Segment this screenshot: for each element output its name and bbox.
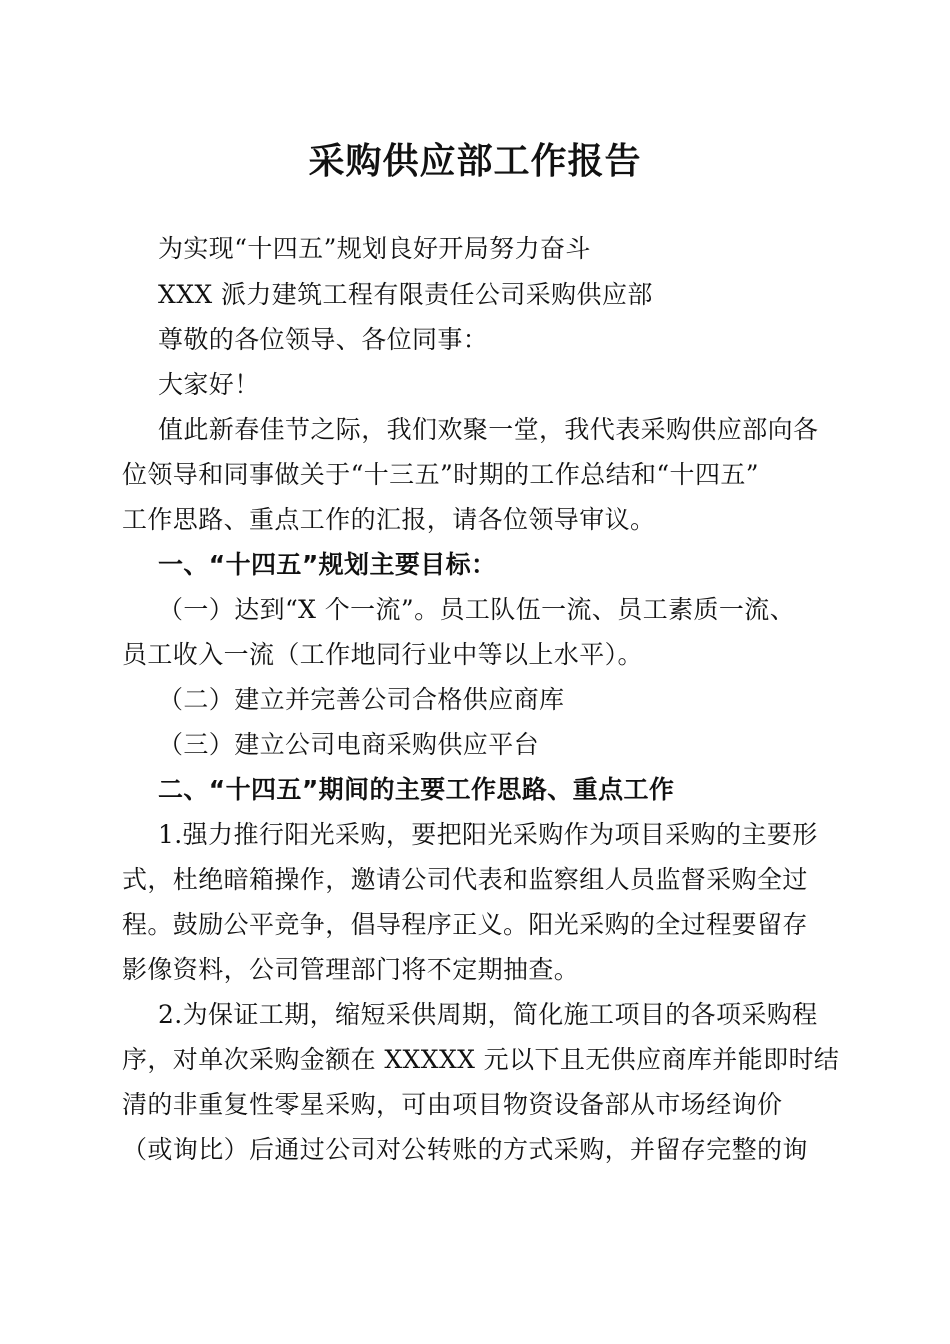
section-1-item-1-continued: 员工收入一流（工作地同行业中等以上水平）。 xyxy=(122,640,643,669)
section-2-point-1-line: 式，杜绝暗箱操作，邀请公司代表和监察组人员监督采购全过 xyxy=(122,865,808,894)
section-1-item-1: （一）达到“X 个一流”。员工队伍一流、员工素质一流、 xyxy=(158,595,796,624)
section-2-point-2-line: 序，对单次采购金额在 XXXXX 元以下且无供应商库并能即时结 xyxy=(122,1045,840,1074)
section-2-point-2-line: 2.为保证工期，缩短采供周期，简化施工项目的各项采购程 xyxy=(158,1000,818,1029)
section-2-point-1-line: 程。鼓励公平竞争，倡导程序正义。阳光采购的全过程要留存 xyxy=(122,910,808,939)
intro-line: 值此新春佳节之际，我们欢聚一堂，我代表采购供应部向各 xyxy=(158,415,819,444)
section-1-item-3: （三）建立公司电商采购供应平台 xyxy=(158,730,540,759)
intro-line: 位领导和同事做关于“十三五”时期的工作总结和“十四五” xyxy=(122,460,759,489)
section-1-heading: 一、“十四五”规划主要目标： xyxy=(158,550,497,579)
subtitle: 为实现“十四五”规划良好开局努力奋斗 xyxy=(158,234,591,263)
greeting: 大家好！ xyxy=(158,370,260,399)
section-2-point-1-line: 影像资料，公司管理部门将不定期抽查。 xyxy=(122,955,580,984)
page-title: 采购供应部工作报告 xyxy=(308,140,642,182)
intro-line: 工作思路、重点工作的汇报，请各位领导审议。 xyxy=(122,505,656,534)
section-1-item-2: （二）建立并完善公司合格供应商库 xyxy=(158,685,565,714)
section-2-point-1-line: 1.强力推行阳光采购，要把阳光采购作为项目采购的主要形 xyxy=(158,820,818,849)
section-2-point-2-line: （或询比）后通过公司对公转账的方式采购，并留存完整的询 xyxy=(122,1135,808,1164)
salutation: 尊敬的各位领导、各位同事： xyxy=(158,325,489,354)
section-2-point-2-line: 清的非重复性零星采购，可由项目物资设备部从市场经询价 xyxy=(122,1090,783,1119)
department-name: XXX 派力建筑工程有限责任公司采购供应部 xyxy=(158,280,653,309)
section-2-heading: 二、“十四五”期间的主要工作思路、重点工作 xyxy=(158,775,675,804)
